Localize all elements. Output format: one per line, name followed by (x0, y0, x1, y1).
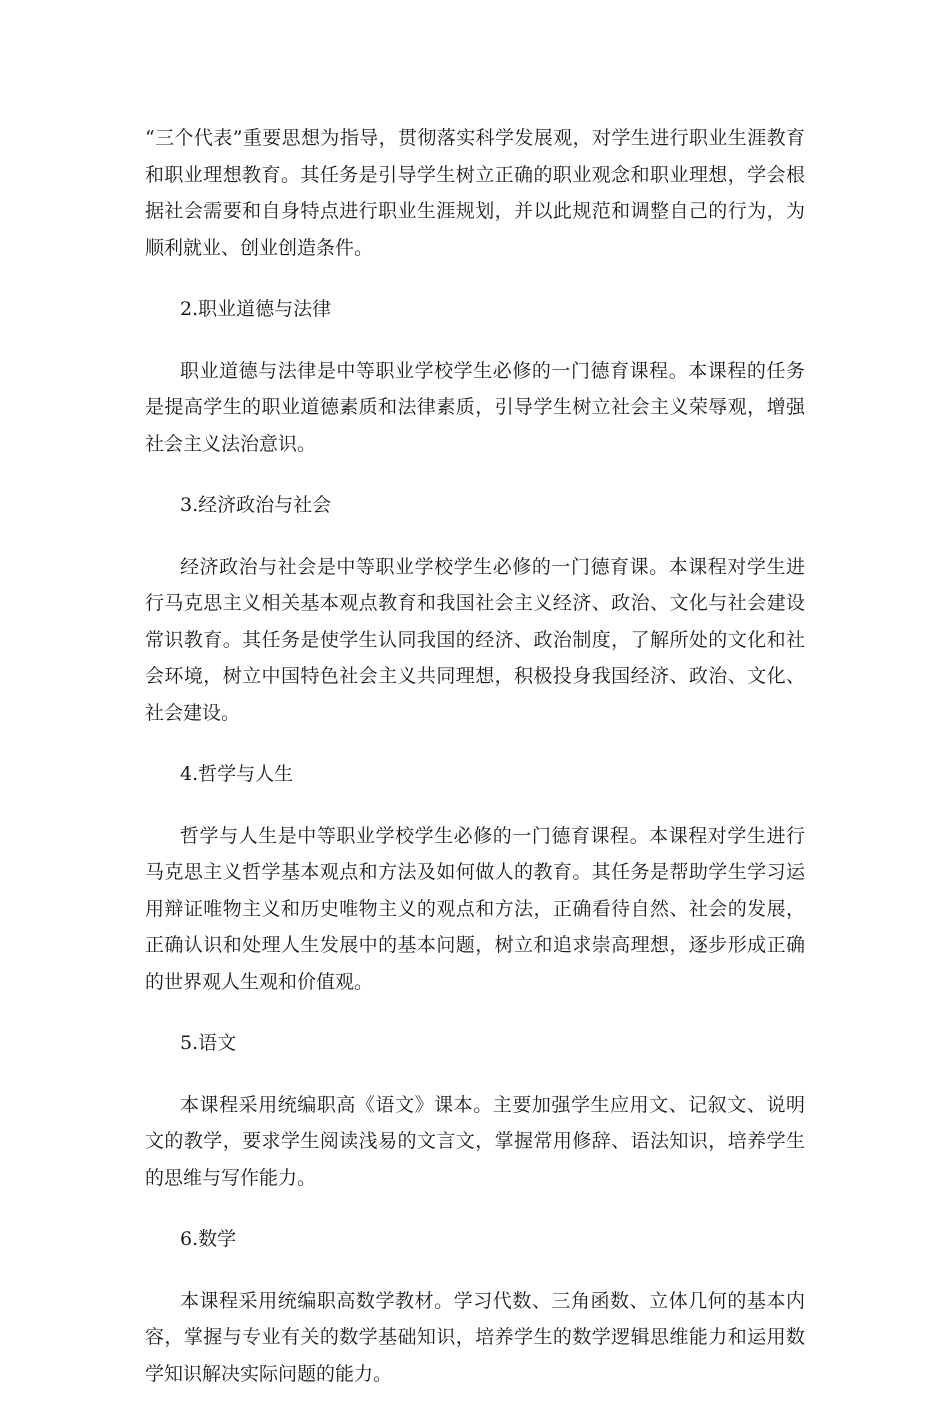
document-body (145, 120, 805, 1417)
section-heading-chinese: 5.语文 (180, 1032, 237, 1054)
section-heading-philosophy: 4.哲学与人生 (180, 763, 294, 785)
section-body-chinese: 本课程采用统编职高《语文》课本。主要加强学生应用文、记叙文、说明文的教学，要求学生阅读浅易的文言文，掌握常用修辞、语法知识，培养学生的思维与写作能力。 (145, 1093, 805, 1189)
section-body-math: 本课程采用统编职高数学教材。学习代数、三角函数、立体几何的基本内容，掌握与专业有关的数学基础知识，培养学生的数学逻辑思维能力和运用数学知识解决实际问题的能力。 (145, 1289, 805, 1385)
section-body-philosophy: 哲学与人生是中等职业学校学生必修的一门德育课程。本课程对学生进行马克思主义哲学基本观点和方法及如何做人的教育。其任务是帮助学生学习运用辩证唯物主义和历史唯物主义的观点和方法，正确看待自然、社会的发展，正确认识和处理人生发展中的基本问题，树立和追求崇高理想，逐步形成正确的世界观人生观和价值观。 (145, 824, 805, 993)
section-body-economics-politics: 经济政治与社会是中等职业学校学生必修的一门德育课。本课程对学生进行马克思主义相关基本观点教育和我国社会主义经济、政治、文化与社会建设常识教育。其任务是使学生认同我国的经济、政治制度，了解所处的文化和社会环境，树立中国特色社会主义共同理想，积极投身我国经济、政治、文化、社会建设。 (145, 555, 805, 724)
intro-paragraph: “三个代表”重要思想为指导，贯彻落实科学发展观，对学生进行职业生涯教育和职业理想教育。其任务是引导学生树立正确的职业观念和职业理想，学会根据社会需要和自身特点进行职业生涯规划，并以此规范和调整自己的行为，为顺利就业、创业创造条件。 (145, 127, 805, 259)
section-heading-economics-politics: 3.经济政治与社会 (180, 494, 332, 516)
section-heading-moral-law: 2.职业道德与法律 (180, 298, 332, 320)
section-heading-math: 6.数学 (180, 1228, 237, 1250)
section-body-moral-law: 职业道德与法律是中等职业学校学生必修的一门德育课程。本课程的任务是提高学生的职业道德素质和法律素质，引导学生树立社会主义荣辱观，增强社会主义法治意识。 (145, 359, 805, 455)
